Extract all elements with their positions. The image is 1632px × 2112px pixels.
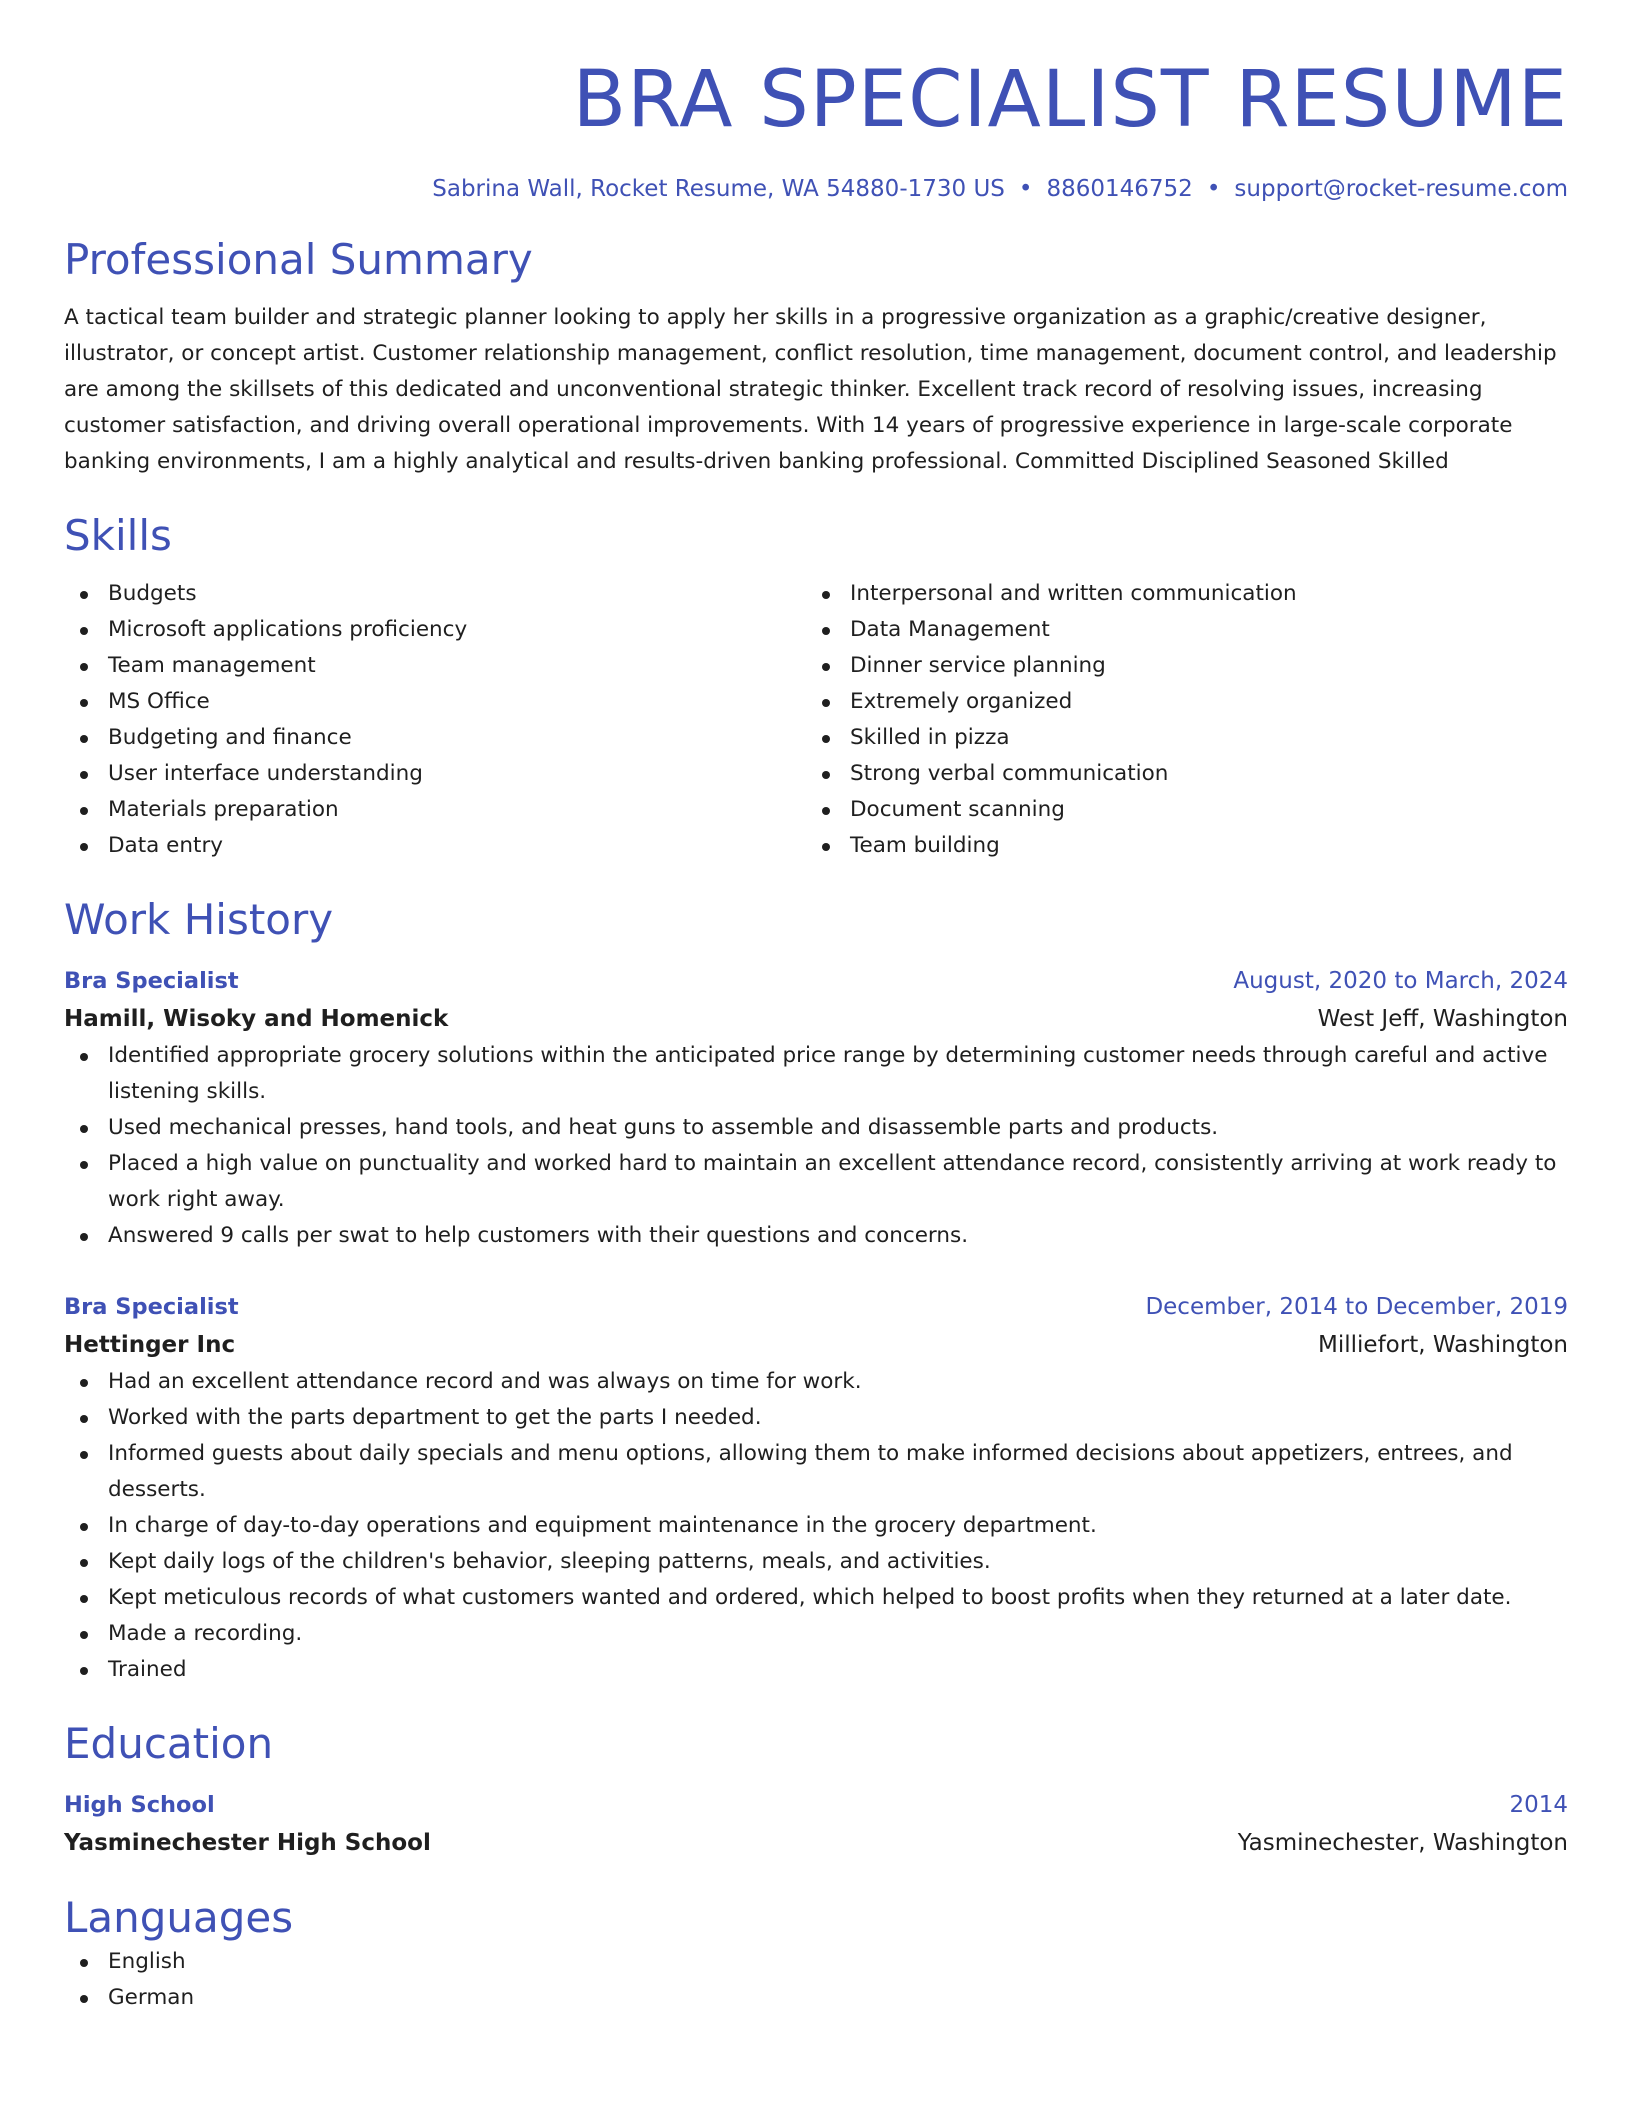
education-entry bbox=[64, 1786, 1568, 1862]
job-duty-item: Had an excellent attendance record and was always on time for work. bbox=[64, 1364, 1568, 1400]
skill-item: Dinner service planning bbox=[806, 648, 1548, 684]
skill-item: Strong verbal communication bbox=[806, 756, 1548, 792]
job-dates: December, 2014 to December, 2019 bbox=[1145, 1294, 1568, 1320]
skill-item: Budgeting and finance bbox=[64, 720, 806, 756]
job-duties-list bbox=[64, 1038, 1568, 1254]
education-degree-row bbox=[64, 1786, 1568, 1824]
education-location: Yasminechester, Washington bbox=[1237, 1830, 1568, 1856]
summary-heading: Professional Summary bbox=[64, 235, 533, 284]
job-duty-item: Informed guests about daily specials and menu options, allowing them to make informed decisions about appetizers, entrees, and desserts. bbox=[64, 1436, 1568, 1508]
education-year: 2014 bbox=[1509, 1792, 1568, 1818]
job-duty-item: Made a recording. bbox=[64, 1616, 1568, 1652]
job-title: Bra Specialist bbox=[64, 968, 239, 994]
skill-item: Team management bbox=[64, 648, 806, 684]
job-company: Hamill, Wisoky and Homenick bbox=[64, 1006, 449, 1032]
job-duty-item: Kept meticulous records of what customers wanted and ordered, which helped to boost profits when they returned at a later date. bbox=[64, 1580, 1568, 1616]
job-duties-list bbox=[64, 1364, 1568, 1688]
job-duty-item: Kept daily logs of the children's behavior, sleeping patterns, meals, and activities. bbox=[64, 1544, 1568, 1580]
job-title-row bbox=[64, 962, 1568, 1000]
job-entry bbox=[64, 962, 1568, 1254]
job-duty-item: Identified appropriate grocery solutions within the anticipated price range by determining customer needs through careful and active listening skills. bbox=[64, 1038, 1568, 1110]
job-title: Bra Specialist bbox=[64, 1294, 239, 1320]
job-duty-item: Answered 9 calls per swat to help customers with their questions and concerns. bbox=[64, 1218, 1568, 1254]
job-duty-item: Used mechanical presses, hand tools, and heat guns to assemble and disassemble parts and products. bbox=[64, 1110, 1568, 1146]
contact-phone: 8860146752 bbox=[1046, 176, 1193, 202]
skill-item: MS Office bbox=[64, 684, 806, 720]
job-duty-item: Trained bbox=[64, 1652, 1568, 1688]
languages-heading: Languages bbox=[64, 1893, 294, 1942]
skill-item: Data entry bbox=[64, 828, 806, 864]
skill-item: Skilled in pizza bbox=[806, 720, 1548, 756]
job-company-row bbox=[64, 1326, 1568, 1364]
job-company: Hettinger Inc bbox=[64, 1332, 236, 1358]
summary-text: A tactical team builder and strategic planner looking to apply her skills in a progressive organization as a graphic/creative designer, illustrator, or concept artist. Customer relationship management, conflict resolution, time management, document control, and leadership are among the skillsets of this dedicated and unconventional strategic thinker. Excellent track record of resolving issues, increasing customer satisfaction, and driving overall operational improvements. With 14 years of progressive experience in large-scale corporate banking environments, I am a highly analytical and results-driven banking professional. Committed Disciplined Seasoned Skilled bbox=[64, 305, 1557, 474]
skills-section bbox=[64, 510, 1568, 864]
skill-item: Budgets bbox=[64, 576, 806, 612]
work-history-heading: Work History bbox=[64, 895, 334, 944]
languages-section bbox=[64, 1892, 1568, 2016]
job-dates: August, 2020 to March, 2024 bbox=[1233, 968, 1568, 994]
skills-list-left bbox=[64, 576, 806, 864]
education-school: Yasminechester High School bbox=[64, 1830, 431, 1856]
languages-list bbox=[64, 1944, 1568, 2016]
contact-separator: • bbox=[1018, 176, 1033, 202]
job-duty-item: Worked with the parts department to get the parts I needed. bbox=[64, 1400, 1568, 1436]
contact-address: Sabrina Wall, Rocket Resume, WA 54880-1730 US bbox=[432, 176, 1005, 202]
language-item: English bbox=[64, 1944, 1568, 1980]
skill-item: Interpersonal and written communication bbox=[806, 576, 1548, 612]
skill-item: Document scanning bbox=[806, 792, 1548, 828]
contact-line bbox=[64, 174, 1568, 204]
skill-item: Microsoft applications proficiency bbox=[64, 612, 806, 648]
contact-separator: • bbox=[1206, 176, 1221, 202]
job-duty-item: In charge of day-to-day operations and equipment maintenance in the grocery department. bbox=[64, 1508, 1568, 1544]
skill-item: Data Management bbox=[806, 612, 1548, 648]
job-entry bbox=[64, 1288, 1568, 1688]
skill-item: Team building bbox=[806, 828, 1548, 864]
job-location: Milliefort, Washington bbox=[1318, 1332, 1568, 1358]
skills-list-right bbox=[806, 576, 1548, 864]
skill-item: User interface understanding bbox=[64, 756, 806, 792]
job-duty-item: Placed a high value on punctuality and worked hard to maintain an excellent attendance record, consistently arriving at work ready to work right away. bbox=[64, 1146, 1568, 1218]
skill-item: Materials preparation bbox=[64, 792, 806, 828]
contact-email: support@rocket-resume.com bbox=[1234, 176, 1568, 202]
summary-section bbox=[64, 234, 1568, 480]
language-item: German bbox=[64, 1980, 1568, 2016]
education-school-row bbox=[64, 1824, 1568, 1862]
skills-heading: Skills bbox=[64, 511, 172, 560]
job-title-row bbox=[64, 1288, 1568, 1326]
education-section bbox=[64, 1718, 1568, 1862]
skill-item: Extremely organized bbox=[806, 684, 1548, 720]
resume-header bbox=[64, 0, 1568, 204]
education-heading: Education bbox=[64, 1719, 274, 1768]
education-degree: High School bbox=[64, 1792, 215, 1818]
work-history-section bbox=[64, 894, 1568, 1688]
resume-title: BRA SPECIALIST RESUME bbox=[572, 55, 1568, 145]
job-location: West Jeff, Washington bbox=[1317, 1006, 1568, 1032]
skills-grid bbox=[64, 576, 1568, 864]
job-company-row bbox=[64, 1000, 1568, 1038]
